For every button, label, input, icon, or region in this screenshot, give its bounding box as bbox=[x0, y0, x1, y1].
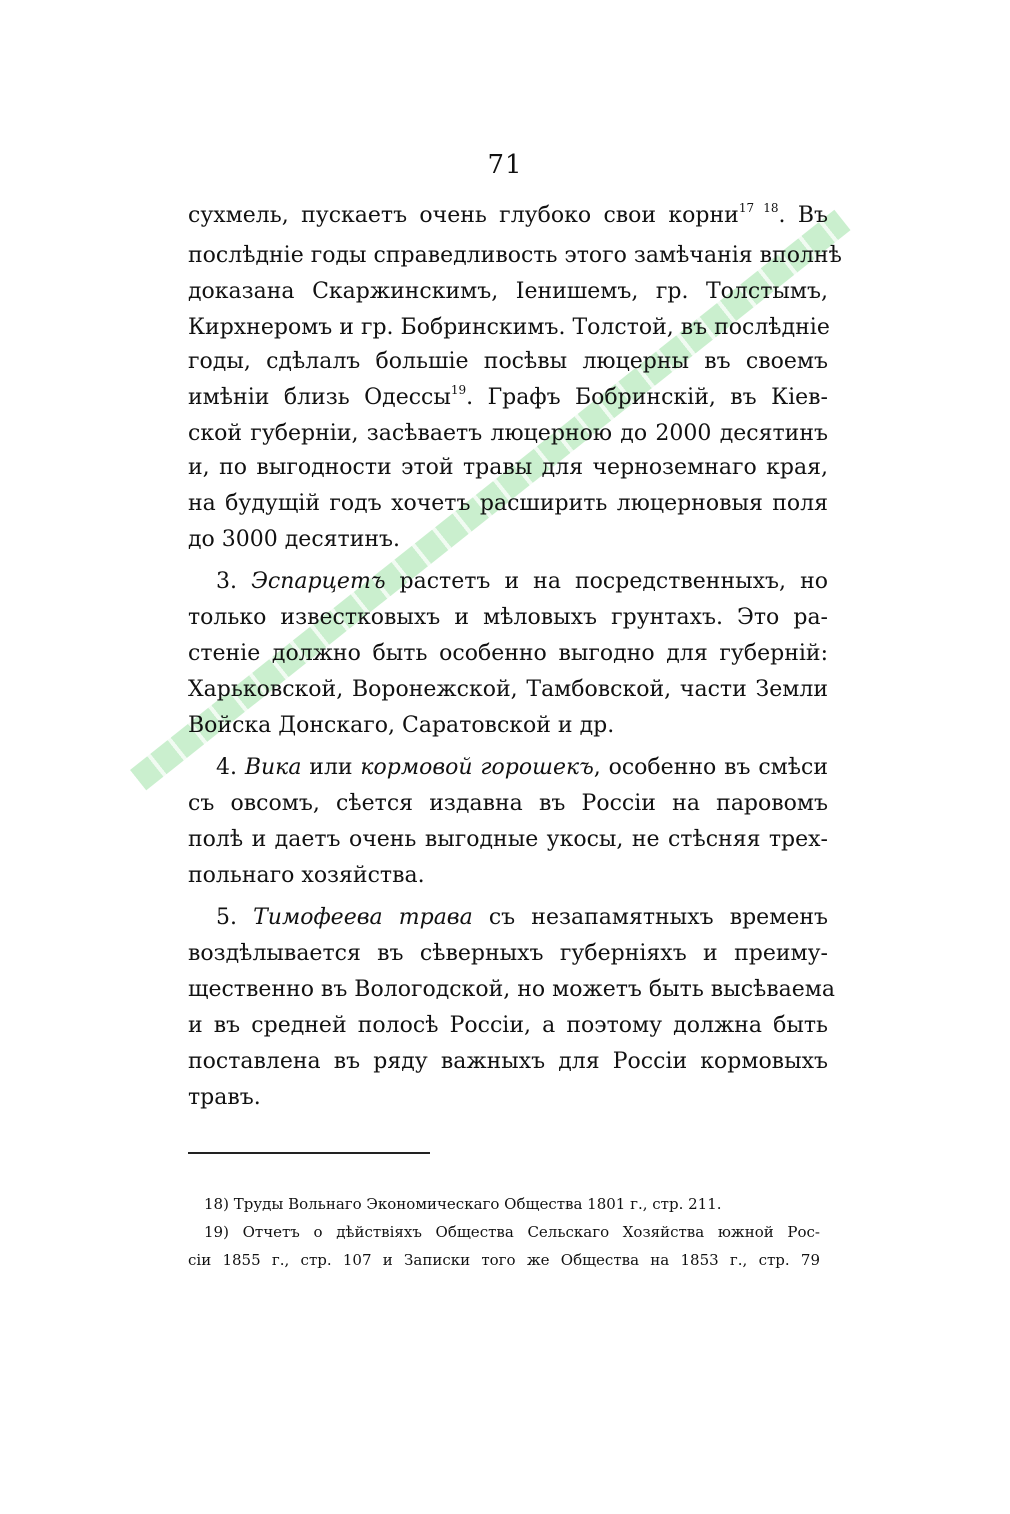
page-number: 71 bbox=[487, 150, 523, 180]
term-vika: Вика bbox=[244, 755, 302, 780]
paragraph-5-line: и въ средней полосѣ Россіи, а поэтому должна быть bbox=[188, 1013, 828, 1038]
body-line: ской губерніи, засѣваетъ люцерною до 2000 десятинъ bbox=[188, 421, 828, 446]
body-line: послѣдніе годы справедливость этого замѣчанія вполнѣ bbox=[188, 243, 842, 268]
paragraph-4-line: съ овсомъ, сѣется издавна въ Россіи на паровомъ bbox=[188, 791, 828, 816]
paragraph-5-line: поставлена въ ряду важныхъ для Россіи кормовыхъ bbox=[188, 1049, 828, 1074]
paragraph-3-line: только известковыхъ и мѣловыхъ грунтахъ. Это ра- bbox=[188, 605, 828, 630]
body-line: годы, сдѣлалъ большіе посѣвы люцерны въ своемъ bbox=[188, 349, 828, 374]
paragraph-3-line: Войска Донскаго, Саратовской и др. bbox=[188, 713, 615, 738]
term-esparcet: Эспарцетъ bbox=[251, 569, 386, 594]
body-line: до 3000 десятинъ. bbox=[188, 527, 401, 552]
paragraph-4-line: полѣ и даетъ очень выгодные укосы, не стѣсняя трех- bbox=[188, 827, 828, 852]
paragraph-3-line: стеніе должно быть особенно выгодно для губерній: bbox=[188, 641, 828, 666]
paragraph-5-line: 5. Тимофеева трава съ незапамятныхъ временъ bbox=[216, 905, 828, 930]
body-line: сухмель, пускаетъ очень глубоко свои корни$^{17 18}$. Въ bbox=[188, 201, 829, 228]
paragraph-3-line: Харьковской, Воронежской, Тамбовской, части Земли bbox=[188, 677, 828, 702]
footnote-19: 19) Отчетъ о дѣйствіяхъ Общества Сельскаго Хозяйства южной Рос- bbox=[204, 1223, 820, 1241]
body-line: доказана Скаржинскимъ, Іенишемъ, гр. Толстымъ, bbox=[188, 279, 828, 304]
body-line: и, по выгодности этой травы для черноземнаго края, bbox=[188, 455, 828, 480]
footnote-ref: 17 18 bbox=[738, 201, 779, 215]
footnote-18: 18) Труды Вольнаго Экономическаго Общества 1801 г., стр. 211. bbox=[204, 1195, 722, 1213]
paragraph-4-line: 4. Вика или кормовой горошекъ, особенно въ смѣси bbox=[216, 755, 828, 780]
footnote-19-cont: сіи 1855 г., стр. 107 и Записки того же Общества на 1853 г., стр. 79 bbox=[188, 1251, 820, 1269]
paragraph-3-line: 3. Эспарцетъ растетъ и на посредственныхъ, но bbox=[216, 569, 828, 594]
body-line: на будущій годъ хочетъ расширить люцерновыя поля bbox=[188, 491, 828, 516]
term-timofeeva: Тимофеева трава bbox=[253, 905, 473, 930]
term-gorošek: кормовой горошекъ bbox=[360, 755, 594, 780]
paragraph-5-line: воздѣлывается въ сѣверныхъ губерніяхъ и преиму- bbox=[188, 941, 828, 966]
paragraph-5-line: щественно въ Вологодской, но можетъ быть высѣваема bbox=[188, 977, 836, 1002]
paragraph-5-line: травъ. bbox=[188, 1085, 261, 1110]
body-line: Кирхнеромъ и гр. Бобринскимъ. Толстой, въ послѣдніе bbox=[188, 315, 830, 340]
paragraph-4-line: польнаго хозяйства. bbox=[188, 863, 425, 888]
footnote-divider bbox=[188, 1152, 430, 1154]
body-line: имѣніи близь Одессы$^{19}$. Графъ Бобринскій, въ Кіев- bbox=[188, 383, 828, 410]
footnote-ref: 19 bbox=[450, 383, 467, 397]
